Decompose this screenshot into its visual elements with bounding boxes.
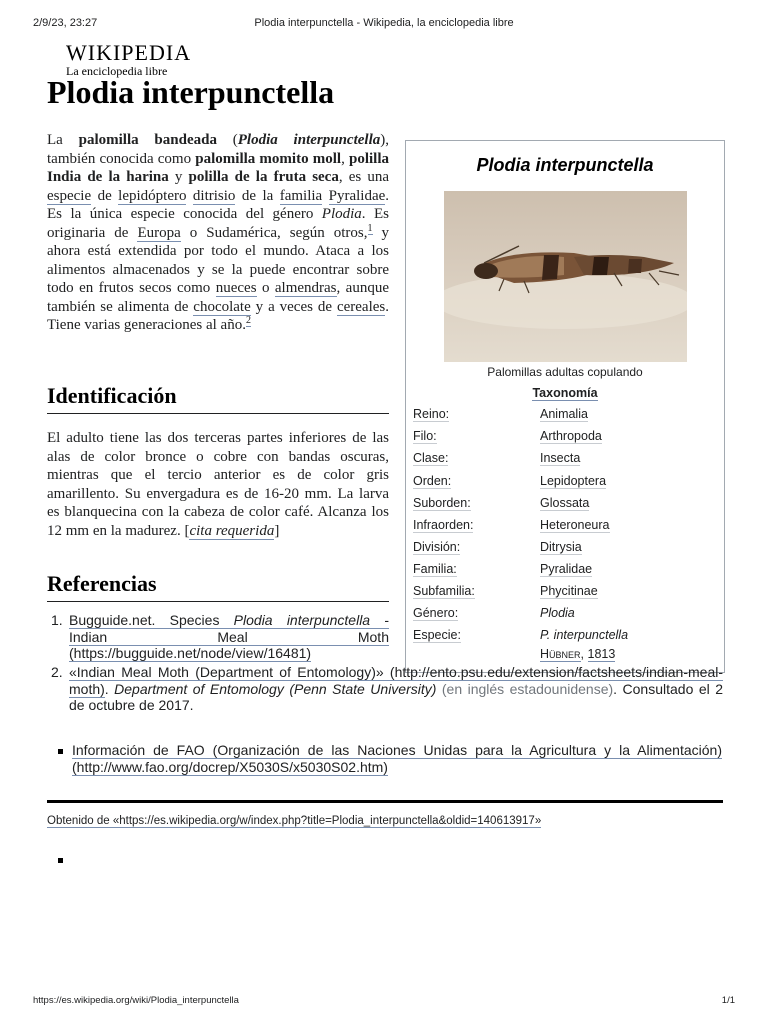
- photo-caption: Palomillas adultas copulando: [487, 365, 643, 379]
- reference-number: 2.: [51, 664, 63, 680]
- logo-tagline: La enciclopedia libre: [66, 64, 168, 78]
- identification-paragraph: El adulto tiene las dos terceras partes inferiores de las alas de color bronce o cobre con bandas oscuras, mientras que el tercio anterior es de color gris amarillento. Su envergadura es de 16-20 mm. La larva es blanquecina con la cabeza de color café. Alcanza los 12 mm en la madurez. [cita requerida]: [47, 430, 389, 539]
- link-familia[interactable]: familia: [279, 187, 323, 204]
- list-bullet: [58, 749, 63, 754]
- print-url: https://es.wikipedia.org/wiki/Plodia_interpunctella: [33, 995, 239, 1006]
- tax-row-subfamilia: Subfamilia: Phycitinae: [413, 584, 598, 598]
- tax-value-link[interactable]: Pyralidae: [540, 562, 593, 576]
- link-especie[interactable]: especie: [47, 187, 92, 204]
- tax-value-link[interactable]: Phycitinae: [540, 584, 598, 598]
- tax-value-link[interactable]: Lepidoptera: [540, 474, 607, 488]
- tax-value-link[interactable]: Ditrysia: [540, 540, 582, 554]
- tax-row-clase: Clase: Insecta: [413, 451, 581, 465]
- link-lepidoptero[interactable]: lepidóptero: [118, 187, 187, 204]
- infobox-title: Plodia interpunctella: [476, 155, 654, 175]
- link-ditrisio[interactable]: ditrisio: [192, 187, 236, 204]
- ref-link-2[interactable]: 2: [245, 315, 251, 326]
- tax-value-species: P. interpunctella: [540, 628, 629, 642]
- tax-row-orden: Orden: Lepidoptera: [413, 474, 607, 488]
- tax-row-familia: Familia: Pyralidae: [413, 562, 593, 576]
- tax-value-link[interactable]: Heteroneura: [540, 518, 610, 532]
- tax-row-especie: Especie: P. interpunctella Hübner, 1813: [413, 628, 629, 661]
- taxonomy-heading[interactable]: Taxonomía: [532, 386, 598, 400]
- tax-row-genero: Género: Plodia: [413, 606, 575, 620]
- obtained-from[interactable]: Obtenido de «https://es.wikipedia.org/w/index.php?title=Plodia_interpunctella&oldid=140613917»: [47, 815, 542, 827]
- reference-number: 1.: [51, 612, 63, 628]
- tax-row-suborden: Suborden: Glossata: [413, 496, 590, 510]
- moth-photo[interactable]: [444, 191, 687, 362]
- tax-value-genus: Plodia: [540, 606, 575, 620]
- print-date: 2/9/23, 23:27: [33, 17, 98, 29]
- heading-referencias: Referencias: [47, 571, 389, 602]
- link-nueces[interactable]: nueces: [215, 280, 257, 296]
- heading-identificacion: Identificación: [47, 383, 389, 414]
- tax-value-link[interactable]: Arthropoda: [540, 429, 602, 443]
- reference-text[interactable]: Bugguide.net. Species Plodia interpunctella - Indian Meal Moth (https://bugguide.net/node/view/16481): [69, 612, 389, 661]
- link-europa[interactable]: Europa: [137, 224, 181, 241]
- tax-value-link[interactable]: Insecta: [540, 451, 581, 465]
- tax-row-infraorden: Infraorden: Heteroneura: [413, 518, 610, 532]
- print-page-title: Plodia interpunctella - Wikipedia, la enciclopedia libre: [254, 17, 514, 29]
- link-chocolate[interactable]: chocolate: [193, 298, 251, 315]
- authority-link[interactable]: Hübner: [540, 647, 581, 661]
- tax-value-link[interactable]: Animalia: [540, 407, 588, 421]
- moth-illustration: [444, 191, 687, 362]
- citation-needed-link[interactable]: cita requerida: [189, 522, 275, 539]
- logo-wordmark: WIKIPEDIA: [66, 40, 192, 65]
- print-page-number: 1/1: [721, 995, 735, 1006]
- article-title: Plodia interpunctella: [47, 74, 335, 110]
- tax-row-filo: Filo: Arthropoda: [413, 429, 602, 443]
- reference-text[interactable]: «Indian Meal Moth (Department of Entomology)» (http://ento.psu.edu/extension/factsheets/indian-meal-moth). Department of Entomology (Penn State University) (en inglés estadounidense). Consultado el 2 de octubre de 2017.: [69, 664, 723, 713]
- taxobox: [405, 140, 725, 673]
- tax-row-reino: Reino: Animalia: [413, 407, 588, 421]
- link-cereales[interactable]: cereales: [336, 298, 386, 315]
- tax-row-division: División: Ditrysia: [413, 540, 582, 554]
- section-divider: [47, 800, 723, 803]
- tax-value-link[interactable]: Glossata: [540, 496, 590, 510]
- link-almendras[interactable]: almendras: [274, 280, 337, 296]
- intro-paragraph: La palomilla bandeada (Plodia interpunctella), también conocida como palomilla momito moll, polilla India de la harina y polilla de la fruta seca, es una especie de lepidóptero ditrisio de la familia Pyralidae. Es la única especie conocida del género Plodia. Es originaria de Europa o Sudamérica, según otros,$^1$ y ahora está extendida por todo el mundo. Ataca a los alimentos almacenados y se la puede encontrar sobre todo en frutos secos como nueces o almendras, aunque también se alimenta de chocolate y a veces de cereales. Tiene varias generaciones al año.$^2$: [47, 132, 390, 333]
- external-link-fao[interactable]: Información de FAO (Organización de las Naciones Unidas para la Agricultura y la Alimentación) (http://www.fao.org/docrep/X5030S/x5030S02.htm): [72, 742, 722, 775]
- ref-link-1[interactable]: 1: [367, 222, 373, 234]
- link-pyralidae[interactable]: Pyralidae: [328, 187, 386, 204]
- list-bullet: [58, 858, 63, 863]
- authority-year-link[interactable]: 1813: [587, 647, 616, 661]
